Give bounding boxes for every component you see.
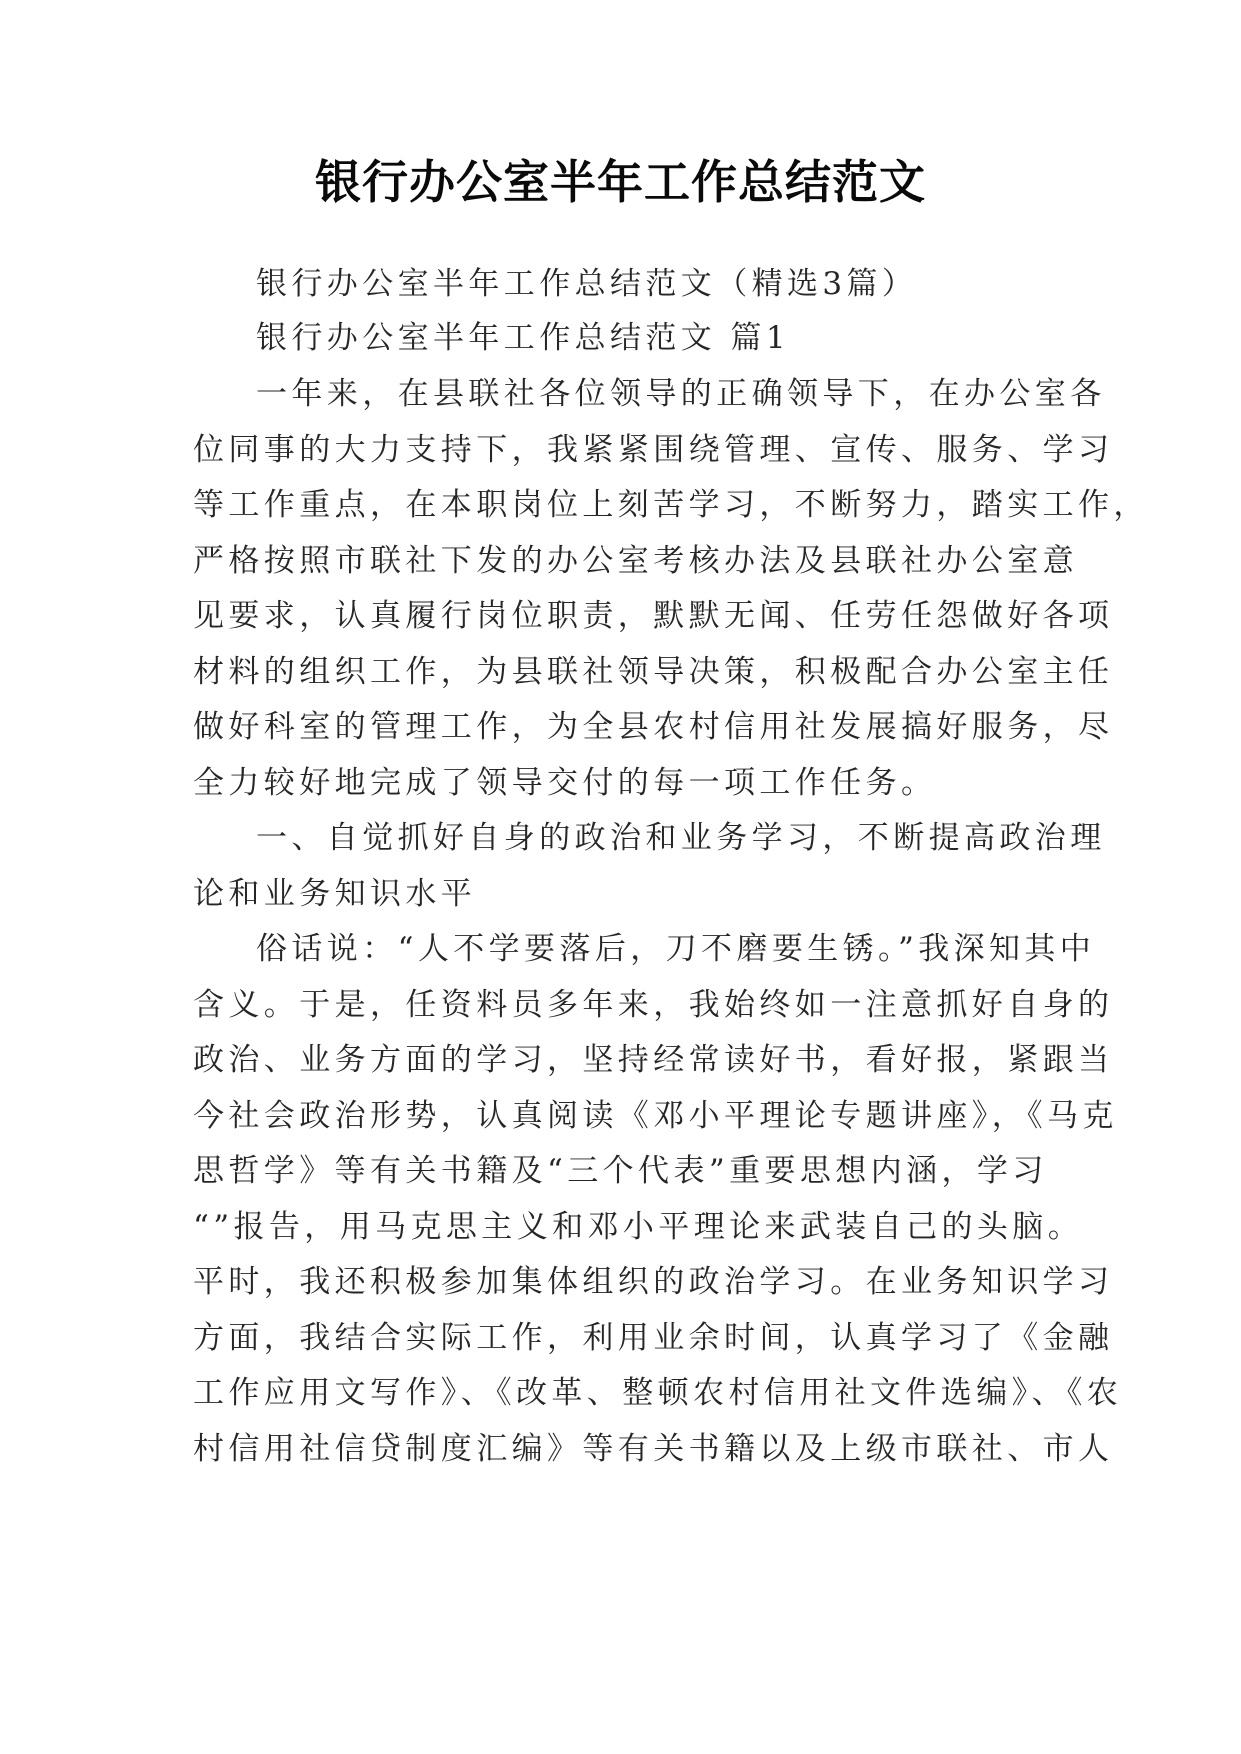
document-title: 银行办公室半年工作总结范文 [315, 155, 926, 209]
body-text-line: 俗话说：“人不学要落后，刀不磨要生锈。”我深知其中 [256, 931, 1096, 967]
body-text-line: 含义。于是，任资料员多年来，我始终如一注意抓好自身的 [193, 987, 1114, 1023]
body-text-line: 今社会政治形势，认真阅读《邓小平理论专题讲座》，《马克 [193, 1098, 1118, 1134]
body-text-line: 平时，我还积极参加集体组织的政治学习。在业务知识学习 [193, 1264, 1114, 1300]
body-text-line: 等工作重点，在本职岗位上刻苦学习，不断努力，踏实工作， [193, 487, 1149, 523]
body-text-line: 全力较好地完成了领导交付的每一项工作任务。 [193, 765, 937, 801]
body-text-line: 一、自觉抓好自身的政治和业务学习，不断提高政治理 [256, 820, 1106, 856]
body-text-line: 思哲学》等有关书籍及“三个代表”重要思想内涵，学习 [193, 1153, 1048, 1189]
body-text-line: 材料的组织工作，为县联社领导决策，积极配合办公室主任 [193, 654, 1114, 690]
body-text-line: 做好科室的管理工作，为全县农村信用社发展搞好服务，尽 [193, 709, 1114, 745]
body-text-line: “”报告，用马克思主义和邓小平理论来武装自己的头脑。 [193, 1209, 1084, 1245]
body-text-line: 见要求，认真履行岗位职责，默默无闻、任劳任怨做好各项 [193, 598, 1114, 634]
body-text-line: 论和业务知识水平 [193, 876, 477, 912]
body-text-line: 严格按照市联社下发的办公室考核办法及县联社办公室意 [193, 543, 1078, 579]
body-text-line: 政治、业务方面的学习，坚持经常读好书，看好报，紧跟当 [193, 1042, 1114, 1078]
body-text-line: 一年来，在县联社各位领导的正确领导下，在办公室各 [256, 376, 1106, 412]
section-heading-line: 银行办公室半年工作总结范文 篇1 [256, 320, 790, 356]
subtitle-line: 银行办公室半年工作总结范文（精选3篇） [256, 266, 918, 302]
body-text-line: 村信用社信贷制度汇编》等有关书籍以及上级市联社、市人 [193, 1431, 1114, 1467]
body-text-line: 工作应用文写作》、《改革、整顿农村信用社文件选编》、《农 [193, 1375, 1123, 1411]
body-text-line: 位同事的大力支持下，我紧紧围绕管理、宣传、服务、学习 [193, 432, 1114, 468]
body-text-line: 方面，我结合实际工作，利用业余时间，认真学习了《金融 [193, 1320, 1114, 1356]
